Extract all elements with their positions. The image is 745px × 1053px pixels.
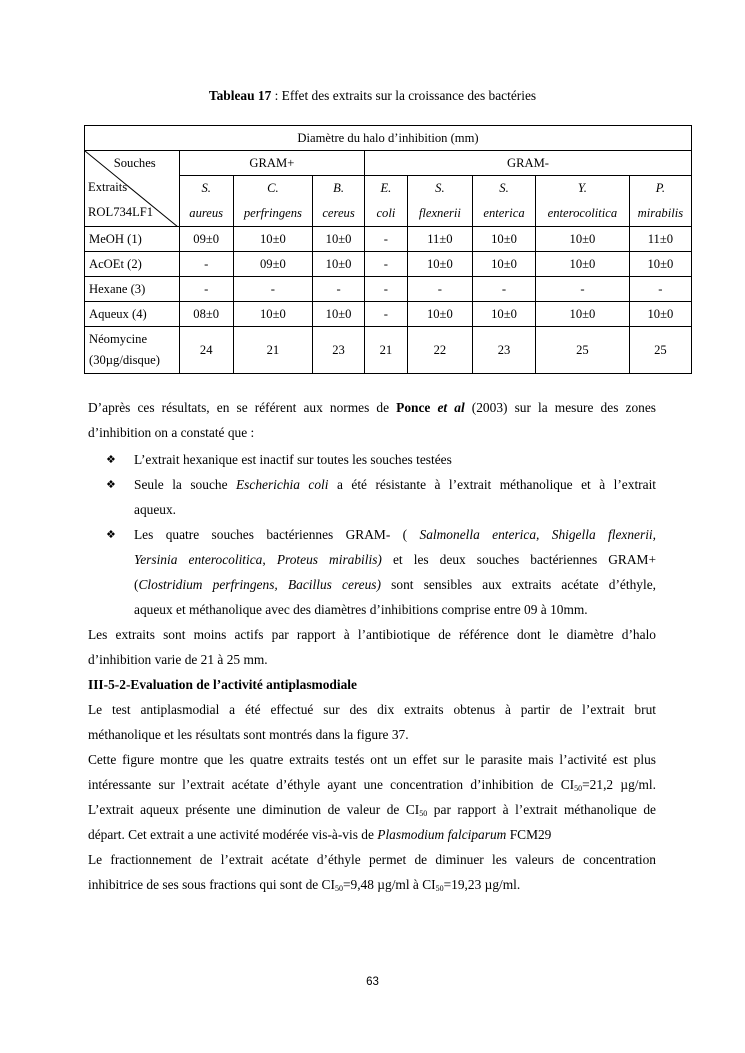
text-span: =19,23 µg/ml. xyxy=(443,877,521,892)
species-header xyxy=(629,176,691,227)
text-span: inhibitrice de ses sous fractions qui sont de CI xyxy=(88,877,335,892)
text-span: départ. Cet extrait a une activité modérée vis-à-vis de xyxy=(88,827,378,842)
text-line xyxy=(88,872,656,897)
species-genus: S. xyxy=(499,181,509,195)
table-row xyxy=(85,327,692,374)
species-genus: C. xyxy=(267,181,279,195)
table-cell: 09±0 xyxy=(179,227,233,252)
species-name: Clostridium perfringens, Bacillus cereus) xyxy=(138,577,381,592)
table-cell: 09±0 xyxy=(233,252,312,277)
species-header xyxy=(365,176,408,227)
table-cell: - xyxy=(179,252,233,277)
text-span: Les quatre souches bactériennes GRAM- ( xyxy=(134,527,420,542)
text-span: par rapport à l’extrait méthanolique de xyxy=(427,802,657,817)
table-cell: 10±0 xyxy=(629,252,691,277)
text-span: FCM29 xyxy=(506,827,552,842)
subscript: 50 xyxy=(435,884,444,893)
species-header xyxy=(233,176,312,227)
subscript: 50 xyxy=(574,784,583,793)
text-span: L’extrait aqueux présente une diminution de valeur de CI xyxy=(88,802,420,817)
text-span: et les deux souches bactériennes GRAM+ xyxy=(381,552,656,567)
species-genus: P. xyxy=(655,181,665,195)
corner-extraits: Extraits xyxy=(88,180,128,194)
table-cell: - xyxy=(179,277,233,302)
species-genus: B. xyxy=(333,181,344,195)
row-label: AcOEt (2) xyxy=(85,252,180,277)
gram-negative-header: GRAM- xyxy=(365,151,692,176)
table-cell: 24 xyxy=(179,327,233,374)
table-cell: - xyxy=(313,277,365,302)
table-cell: 10±0 xyxy=(536,252,630,277)
text-line xyxy=(134,472,656,497)
table-cell: - xyxy=(407,277,472,302)
row-label: Aqueux (4) xyxy=(85,302,180,327)
text-line xyxy=(88,772,656,797)
corner-code: ROL734LF1 xyxy=(88,205,154,219)
table-cell: 10±0 xyxy=(313,302,365,327)
species-header xyxy=(407,176,472,227)
row-label xyxy=(85,327,180,374)
text-line: d’inhibition varie de 21 à 25 mm. xyxy=(88,652,268,667)
text-line: Le fractionnement de l’extrait acétate d’éthyle permet de diminuer les valeurs de concentration xyxy=(88,852,656,867)
text-span: intéressante sur l’extrait acétate d’éthyle ayant une concentration d’inhibition de CI xyxy=(88,777,575,792)
table-cell: 23 xyxy=(472,327,535,374)
page-number: 63 xyxy=(366,976,379,988)
text-span: =9,48 µg/ml à CI xyxy=(342,877,436,892)
species-name: Proteus mirabilis) xyxy=(276,552,382,567)
text-span: Seule la souche xyxy=(134,477,236,492)
table-cell: 10±0 xyxy=(629,302,691,327)
table-cell: 11±0 xyxy=(629,227,691,252)
table-cell: 21 xyxy=(233,327,312,374)
table-cell: - xyxy=(536,277,630,302)
table-corner-cell xyxy=(85,151,180,227)
diamond-bullet-icon: ❖ xyxy=(106,478,116,491)
species-epithet: cereus xyxy=(322,206,355,220)
text-line: L’extrait hexanique est inactif sur toutes les souches testées xyxy=(134,452,452,467)
caption-text: : Effet des extraits sur la croissance des bactéries xyxy=(271,88,537,103)
species-epithet: flexnerii xyxy=(418,206,461,220)
gram-positive-header: GRAM+ xyxy=(179,151,364,176)
species-header xyxy=(179,176,233,227)
table-caption xyxy=(0,88,745,104)
caption-label: Tableau 17 xyxy=(208,88,272,103)
table-cell: 11±0 xyxy=(407,227,472,252)
species-genus: S. xyxy=(435,181,445,195)
neo-label-1: Néomycine xyxy=(89,332,148,346)
species-genus: S. xyxy=(201,181,211,195)
species-epithet: aureus xyxy=(189,206,224,220)
table-cell: 10±0 xyxy=(536,302,630,327)
species-header xyxy=(536,176,630,227)
species-name: Yersinia enterocolitica xyxy=(134,552,263,567)
row-label: MeOH (1) xyxy=(85,227,180,252)
text-line: Le test antiplasmodial a été effectué sur des dix extraits obtenus à partir de l’extrait brut xyxy=(88,702,656,717)
author-name: Ponce xyxy=(396,400,431,415)
paragraph-body xyxy=(88,622,656,897)
table-cell: 10±0 xyxy=(233,302,312,327)
text-span: (2003) sur la mesure des zones xyxy=(464,400,656,415)
text-span: =21,2 µg/ml. xyxy=(582,777,656,792)
table-cell: 10±0 xyxy=(313,252,365,277)
species-epithet: perfringens xyxy=(243,206,302,220)
results-table xyxy=(84,125,692,374)
table-cell: 10±0 xyxy=(407,252,472,277)
text-line: d’inhibition on a constaté que : xyxy=(88,425,255,440)
table-cell: 22 xyxy=(407,327,472,374)
text-line: méthanolique et les résultats sont montrés dans la figure 37. xyxy=(88,727,409,742)
section-heading: III-5-2-Evaluation de l’activité antiplasmodiale xyxy=(88,677,357,692)
table-cell: 10±0 xyxy=(472,252,535,277)
text-line xyxy=(134,572,656,597)
text-line xyxy=(134,547,656,572)
diamond-bullet-icon: ❖ xyxy=(106,453,116,466)
species-genus: E. xyxy=(380,181,392,195)
bullet-list xyxy=(106,447,656,622)
table-cell: - xyxy=(629,277,691,302)
text-line: Les extraits sont moins actifs par rapport à l’antibiotique de référence dont le diamètre d’halo xyxy=(88,627,656,642)
text-span: a été résistante à l’extrait méthanolique et à l’extrait xyxy=(328,477,657,492)
subscript: 50 xyxy=(334,884,343,893)
table-cell: 10±0 xyxy=(407,302,472,327)
species-header xyxy=(472,176,535,227)
table-cell: 10±0 xyxy=(472,302,535,327)
table-cell: 23 xyxy=(313,327,365,374)
text-span: D’après ces résultats, en se référent aux normes de xyxy=(88,400,397,415)
corner-souches: Souches xyxy=(113,156,156,170)
list-item xyxy=(106,472,656,522)
list-item xyxy=(106,522,656,622)
text-span: , xyxy=(262,552,277,567)
table-row xyxy=(85,252,692,277)
list-item xyxy=(106,447,656,472)
species-genus: Y. xyxy=(577,181,587,195)
species-epithet: mirabilis xyxy=(637,206,684,220)
table-cell: 10±0 xyxy=(536,227,630,252)
table-cell: - xyxy=(233,277,312,302)
subscript: 50 xyxy=(419,809,428,818)
text-line xyxy=(88,822,656,847)
table-cell: 25 xyxy=(629,327,691,374)
text-line: aqueux. xyxy=(134,502,177,517)
table-cell: - xyxy=(365,252,408,277)
text-span: sont sensibles aux extraits acétate d’éthyle, xyxy=(380,577,656,592)
species-name: Escherichia coli xyxy=(236,477,329,492)
table-cell: 08±0 xyxy=(179,302,233,327)
species-epithet: enterocolitica xyxy=(547,206,618,220)
text-line xyxy=(88,797,656,822)
table-header-main: Diamètre du halo d’inhibition (mm) xyxy=(85,126,692,151)
table-cell: - xyxy=(365,302,408,327)
table-cell: 25 xyxy=(536,327,630,374)
table-row xyxy=(85,227,692,252)
text-line xyxy=(134,522,656,547)
species-header xyxy=(313,176,365,227)
table-cell: - xyxy=(365,277,408,302)
table-cell: 10±0 xyxy=(233,227,312,252)
diamond-bullet-icon: ❖ xyxy=(106,528,116,541)
table-cell: 21 xyxy=(365,327,408,374)
row-label: Hexane (3) xyxy=(85,277,180,302)
species-name: Salmonella enterica, Shigella flexnerii, xyxy=(419,527,656,542)
text-span: ( xyxy=(134,577,139,592)
table-cell: 10±0 xyxy=(472,227,535,252)
et-al: et al xyxy=(437,400,465,415)
paragraph-intro xyxy=(88,395,656,445)
species-epithet: coli xyxy=(376,206,396,220)
text-line xyxy=(88,395,656,420)
neo-label-2: (30µg/disque) xyxy=(89,353,160,367)
table-cell: 10±0 xyxy=(313,227,365,252)
species-name: Plasmodium falciparum xyxy=(377,827,507,842)
table-row xyxy=(85,277,692,302)
table-cell: - xyxy=(472,277,535,302)
table-row xyxy=(85,302,692,327)
species-epithet: enterica xyxy=(483,206,525,220)
table-cell: - xyxy=(365,227,408,252)
text-line: aqueux et méthanolique avec des diamètres d’inhibitions comprise entre 09 à 10mm. xyxy=(134,602,588,617)
text-line: Cette figure montre que les quatre extraits testés ont un effet sur le parasite mais l’activité est plus xyxy=(88,752,656,767)
